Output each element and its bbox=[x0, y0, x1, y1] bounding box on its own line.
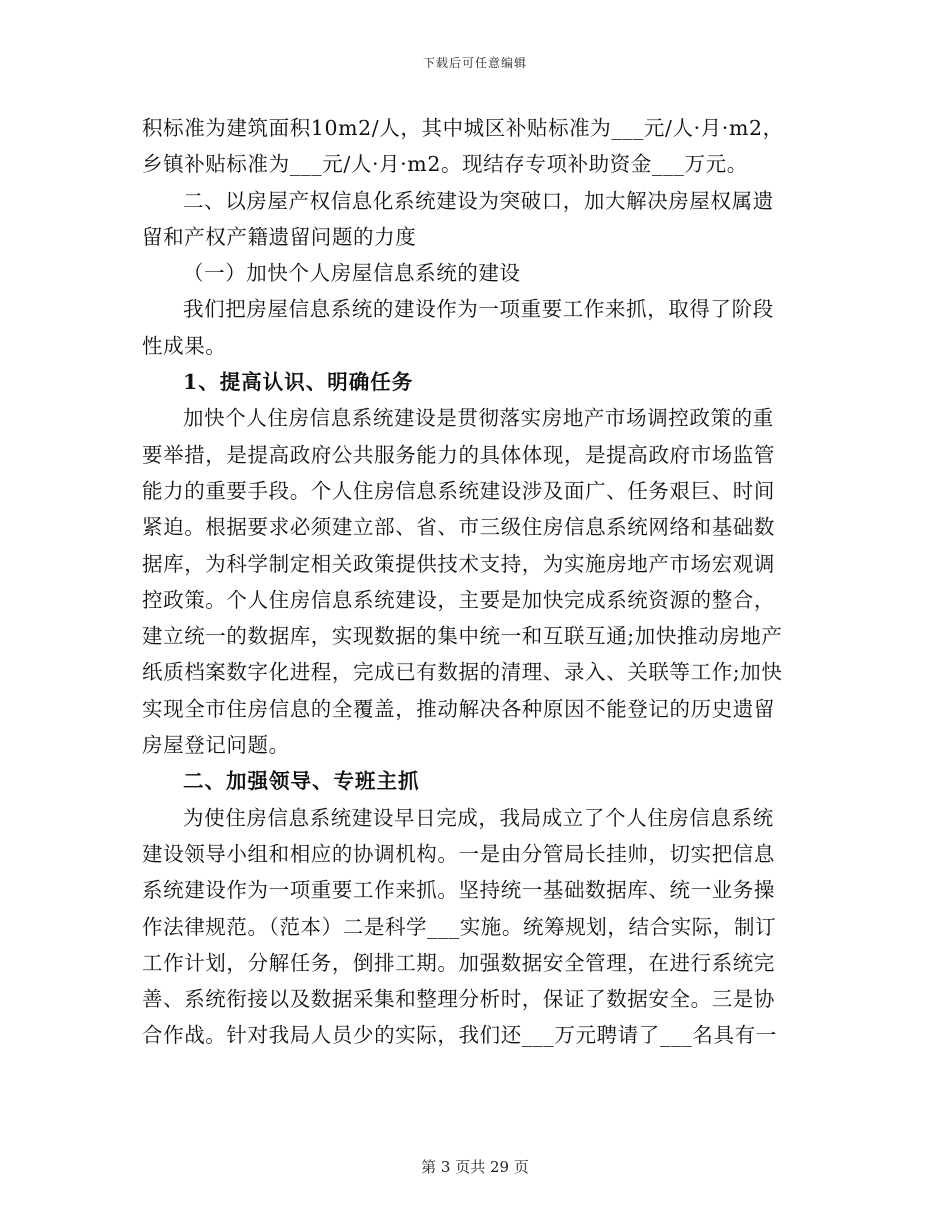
text-line: 留和产权产籍遗留问题的力度 bbox=[142, 224, 417, 249]
text-line: 乡镇补贴标准为___元/人·月·m2。现结存专项补助资金___万元。 bbox=[142, 152, 748, 177]
text-line: 合作战。针对我局人员少的实际，我们还___万元聘请了___名具有一 bbox=[142, 1023, 777, 1048]
text-line: 纸质档案数字化进程，完成已有数据的清理、录入、关联等工作;加快 bbox=[142, 660, 783, 685]
document-body bbox=[142, 110, 808, 1054]
page-footer: 第 3 页共 29 页 bbox=[421, 1158, 529, 1176]
text-line: 紧迫。根据要求必须建立部、省、市三级住房信息系统网络和基础数 bbox=[142, 515, 775, 540]
text-line: 建设领导小组和相应的协调机构。一是由分管局长挂帅，切实把信息 bbox=[142, 841, 775, 866]
text-line: 房屋登记问题。 bbox=[142, 733, 290, 758]
text-line: 能力的重要手段。个人住房信息系统建设涉及面广、任务艰巨、时间 bbox=[142, 478, 775, 503]
section-heading: 1、提高认识、明确任务 bbox=[183, 370, 414, 395]
text-line: 为使住房信息系统建设早日完成，我局成立了个人住房信息系统 bbox=[183, 805, 774, 830]
text-line: 二、以房屋产权信息化系统建设为突破口，加大解决房屋权属遗 bbox=[183, 188, 774, 213]
text-line: 建立统一的数据库，实现数据的集中统一和互联互通;加快推动房地产 bbox=[142, 624, 783, 649]
section-heading: 二、加强领导、专班主抓 bbox=[183, 769, 420, 794]
text-line: 作法律规范。（范本）二是科学___实施。统筹规划，结合实际，制订 bbox=[142, 914, 777, 939]
text-line: 工作计划，分解任务，倒排工期。加强数据安全管理，在进行系统完 bbox=[142, 950, 775, 975]
text-line: 善、系统衔接以及数据采集和整理分析时，保证了数据安全。三是协 bbox=[142, 987, 775, 1012]
text-line: 性成果。 bbox=[142, 333, 227, 358]
page-header: 下载后可任意编辑 bbox=[422, 56, 527, 70]
text-line: 我们把房屋信息系统的建设作为一项重要工作来抓，取得了阶段 bbox=[183, 297, 774, 322]
text-line: 实现全市住房信息的全覆盖，推动解决各种原因不能登记的历史遗留 bbox=[142, 696, 775, 721]
text-line: 积标准为建筑面积10m2/人，其中城区补贴标准为___元/人·月·m2， bbox=[142, 116, 784, 140]
text-line: 据库，为科学制定相关政策提供技术支持，为实施房地产市场宏观调 bbox=[142, 551, 775, 576]
text-line: 要举措，是提高政府公共服务能力的具体体现，是提高政府市场监管 bbox=[142, 442, 775, 467]
text-line: 系统建设作为一项重要工作来抓。坚持统一基础数据库、统一业务操 bbox=[142, 878, 775, 903]
text-line: 控政策。个人住房信息系统建设，主要是加快完成系统资源的整合， bbox=[142, 587, 775, 612]
text-line: 加快个人住房信息系统建设是贯彻落实房地产市场调控政策的重 bbox=[183, 406, 774, 431]
text-line: （一）加快个人房屋信息系统的建设 bbox=[183, 261, 521, 286]
